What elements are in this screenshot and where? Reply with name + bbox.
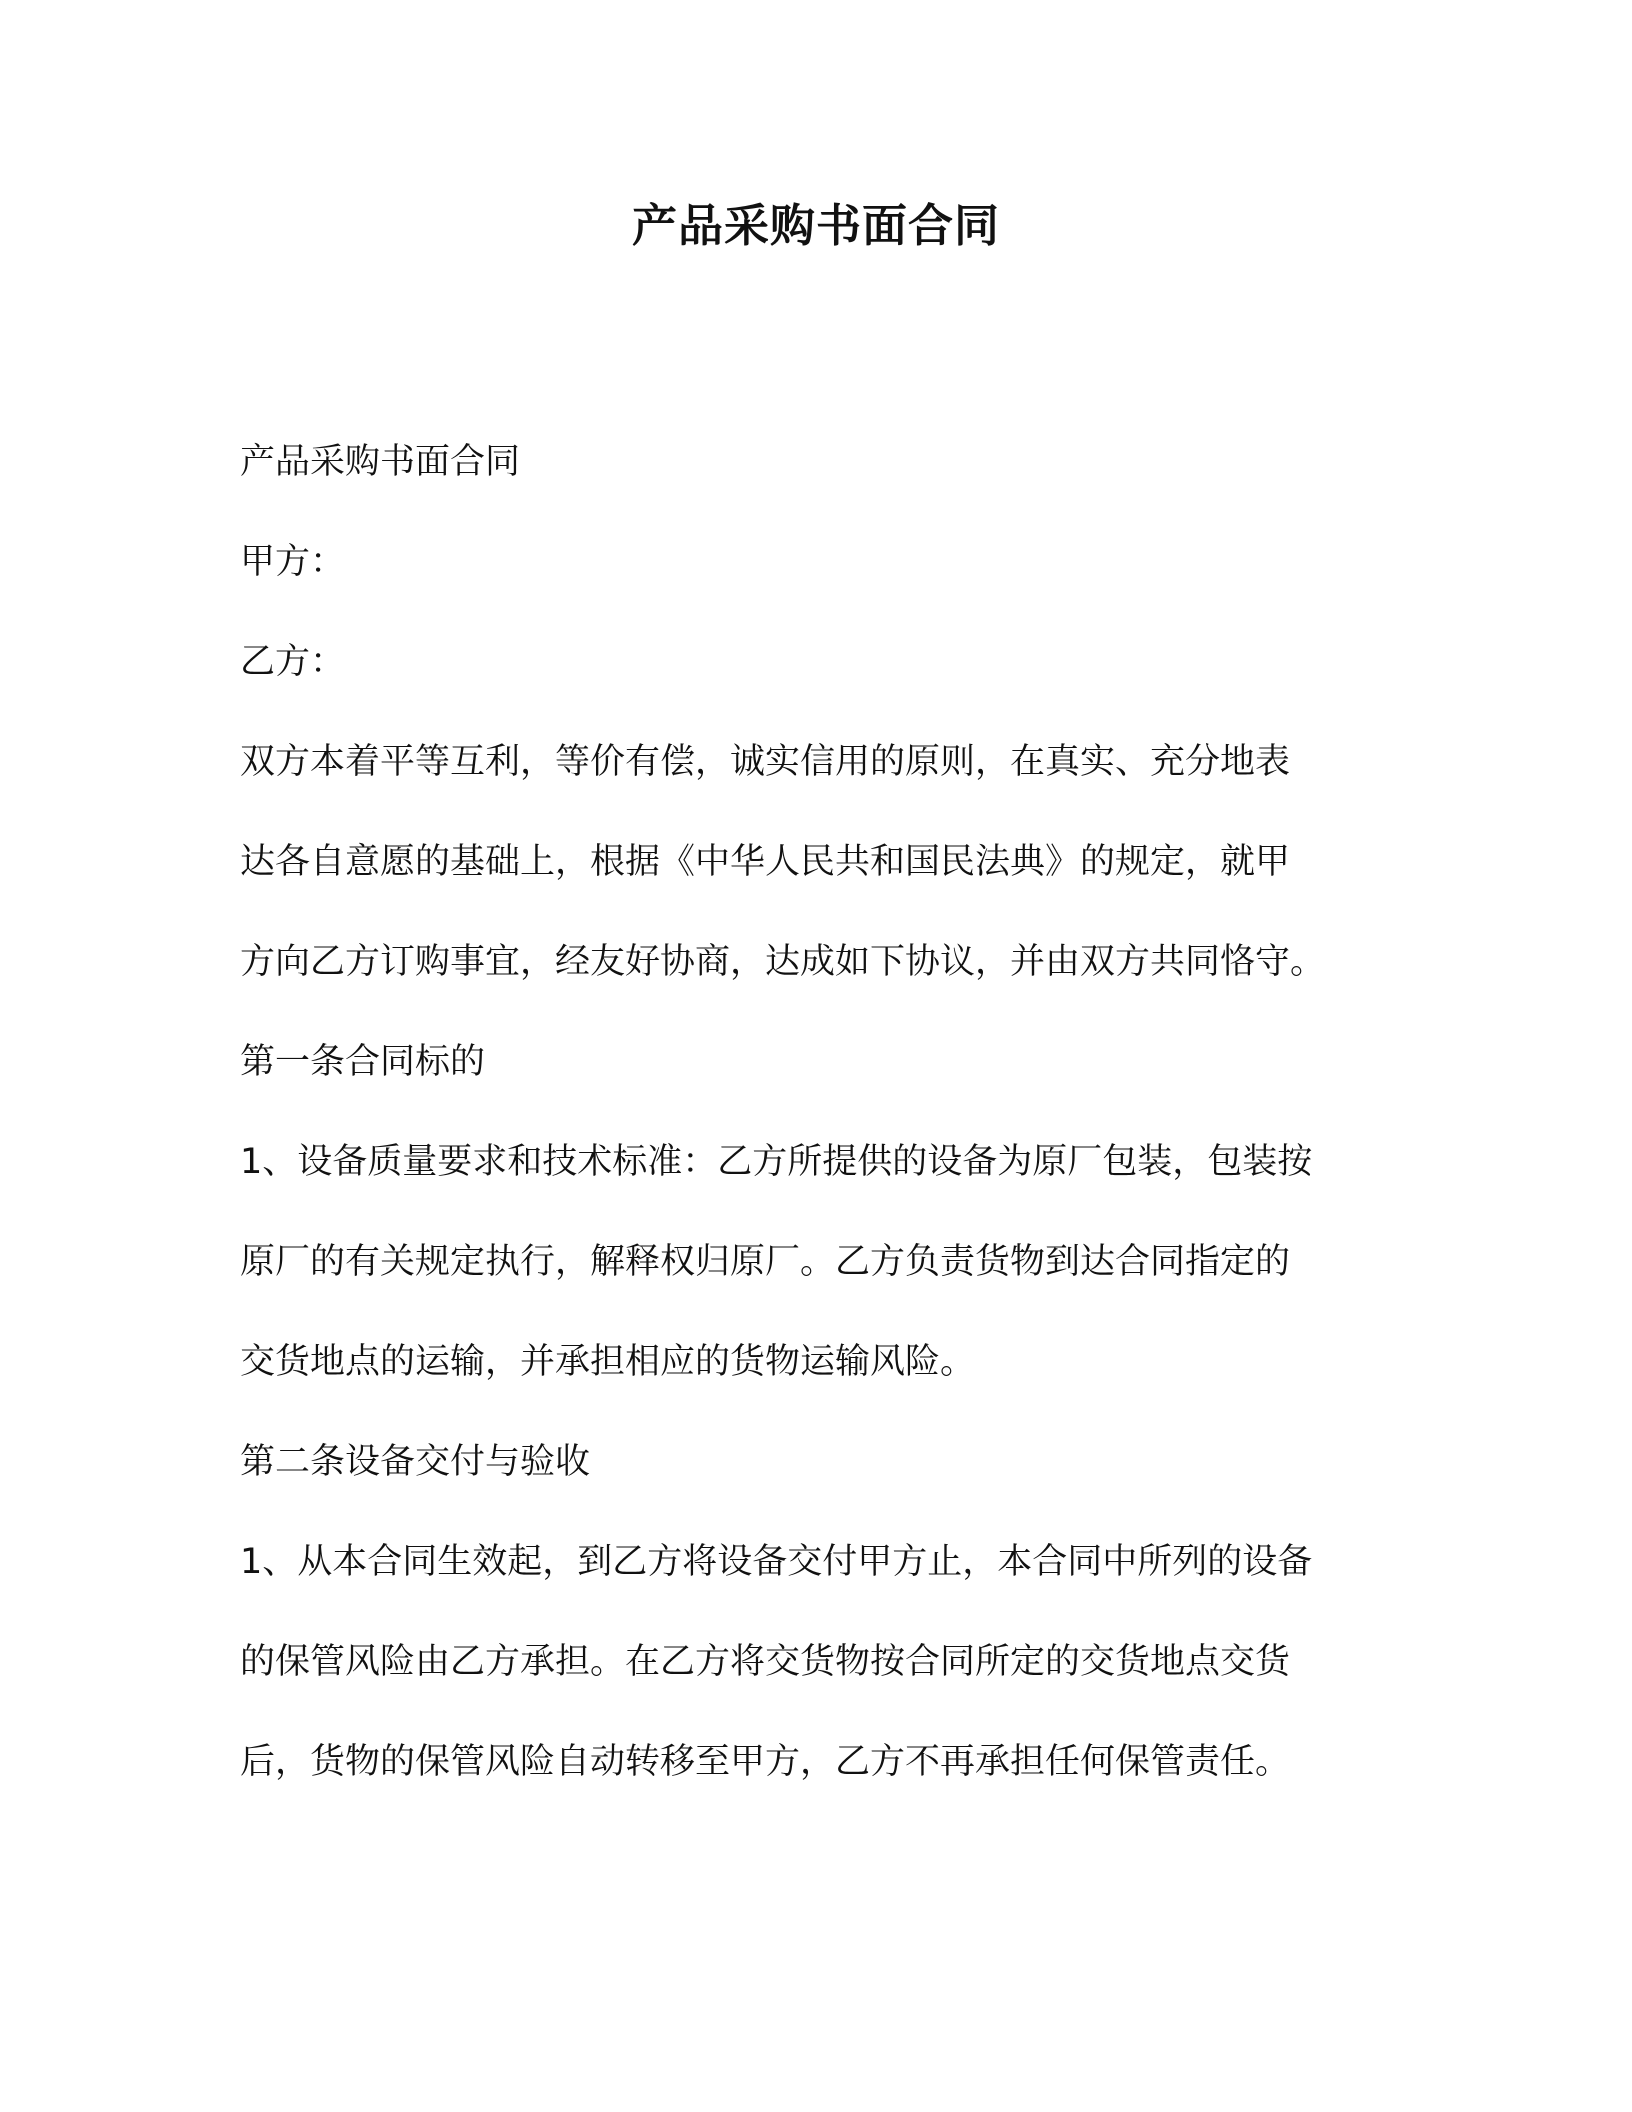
article-2-clause-line: 的保管风险由乙方承担。在乙方将交货物按合同所定的交货地点交货 <box>240 1642 1291 1682</box>
party-a-line: 甲方： <box>240 542 346 582</box>
article-2-clause-line: 1、从本合同生效起，到乙方将设备交付甲方止，本合同中所列的设备 <box>240 1542 1313 1582</box>
article-1-clause-line: 1、设备质量要求和技术标准：乙方所提供的设备为原厂包装，包装按 <box>240 1142 1313 1182</box>
document-body <box>240 412 1380 1812</box>
document-title: 产品采购书面合同 <box>631 199 1000 252</box>
article-1-heading: 第一条合同标的 <box>240 1042 486 1082</box>
article-1-clause-line: 原厂的有关规定执行，解释权归原厂。乙方负责货物到达合同指定的 <box>240 1242 1291 1282</box>
article-2-heading: 第二条设备交付与验收 <box>240 1442 591 1482</box>
subtitle-line: 产品采购书面合同 <box>240 442 521 482</box>
party-b-line: 乙方： <box>240 642 346 682</box>
preamble-line: 达各自意愿的基础上，根据《中华人民共和国民法典》的规定，就甲 <box>240 842 1291 882</box>
article-2-clause-line: 后，货物的保管风险自动转移至甲方，乙方不再承担任何保管责任。 <box>240 1742 1291 1782</box>
preamble-line: 双方本着平等互利，等价有偿，诚实信用的原则，在真实、充分地表 <box>240 742 1291 782</box>
preamble-line: 方向乙方订购事宜，经友好协商，达成如下协议，并由双方共同恪守。 <box>240 942 1326 982</box>
article-1-clause-line: 交货地点的运输，并承担相应的货物运输风险。 <box>240 1342 976 1382</box>
